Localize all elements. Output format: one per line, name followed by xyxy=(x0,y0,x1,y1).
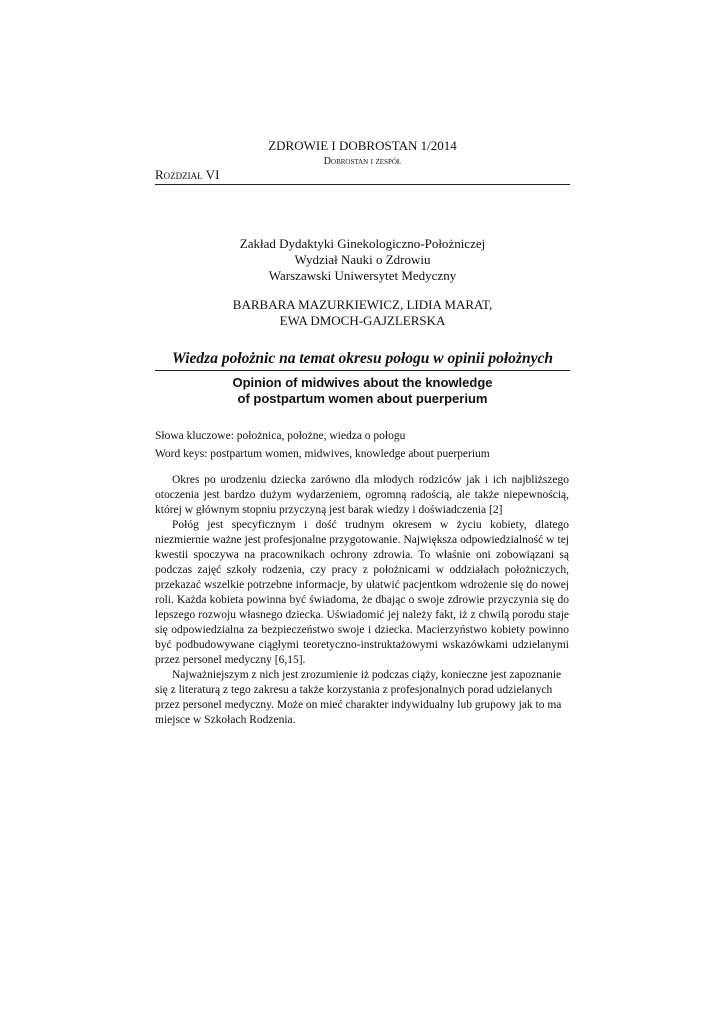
body-paragraph: Połóg jest specyficznym i dość trudnym okresem w życiu kobiety, dlatego niezmiernie ważne jest profesjonalne przygotowanie. Największa odpowiedzialność w tej kwestii spoczywa na pracownikach ochrony zdrowia. To właśnie oni zobowiązani są podczas zajęć szkoły rodzenia, czy pracy z położnicami w oddziałach położniczych, przekazać wszelkie potrzebne informacje, by ułatwić pacjentkom wdrożenie się do nowej roli. Każda kobieta powinna być świadoma, że dbając o swoje zdrowie przyczynia się do lepszego rozwoju własnego dziecka. Uświadomić jej należy fakt, iż z chwilą porodu staje się odpowiedzialna za bezpieczeństwo swoje i dziecka. Macierzyństwo kobiety powinno być podbudowywane ciągłymi teoretyczno-instruktażowymi wskazówkami udzielanymi przez personel medyczny [6,15]. xyxy=(155,519,569,666)
authors-line: BARBARA MAZURKIEWICZ, LIDIA MARAT, xyxy=(232,297,493,312)
journal-title: ZDROWIE I DOBROSTAN 1/2014 xyxy=(268,138,457,153)
affiliation-line: Zakład Dydaktyki Ginekologiczno-Położniczej xyxy=(239,236,486,251)
article-title-english xyxy=(155,375,570,407)
article-body xyxy=(155,473,569,728)
header-divider xyxy=(155,184,570,185)
title-en-line: of postpartum women about puerperium xyxy=(237,391,488,406)
chapter-label-text: Rozdział VI xyxy=(155,167,220,182)
authors xyxy=(155,297,570,329)
body-paragraph: Najważniejszym z nich jest zrozumienie iż podczas ciąży, konieczne jest zapoznanie się z literaturą z tego zakresu a także korzystania z profesjonalnych porad udzielanych przez personel medyczny. Może on mieć charakter indywidualny lub grupowy jak to ma miejsce w Szkołach Rodzenia. xyxy=(155,669,562,726)
affiliation-line: Wydział Nauki o Zdrowiu xyxy=(294,252,431,267)
chapter-label xyxy=(155,167,219,182)
article-title-polish: Wiedza położnic na temat okresu połogu w opinii położnych xyxy=(172,350,553,367)
body-paragraph: Okres po urodzeniu dziecka zarówno dla młodych rodziców jak i ich najbliższego otoczenia jest bardzo dużym wydarzeniem, ogromną radością, ale także niepewnością, której w głównym stopniu przyczyną jest barak wiedzy i doświadczenia [2] xyxy=(155,474,569,516)
journal-subtitle: Dobrostan i zespół xyxy=(323,156,402,167)
affiliation-line: Warszawski Uniwersytet Medyczny xyxy=(268,268,457,283)
affiliation xyxy=(155,236,570,284)
title-divider xyxy=(155,370,570,371)
title-en-line: Opinion of midwives about the knowledge xyxy=(232,375,493,390)
keywords-english: Word keys: postpartum women, midwives, knowledge about puerperium xyxy=(155,448,490,460)
authors-line: EWA DMOCH-GAJZLERSKA xyxy=(279,313,446,328)
keywords-polish: Słowa kluczowe: położnica, położne, wiedza o połogu xyxy=(155,430,406,442)
